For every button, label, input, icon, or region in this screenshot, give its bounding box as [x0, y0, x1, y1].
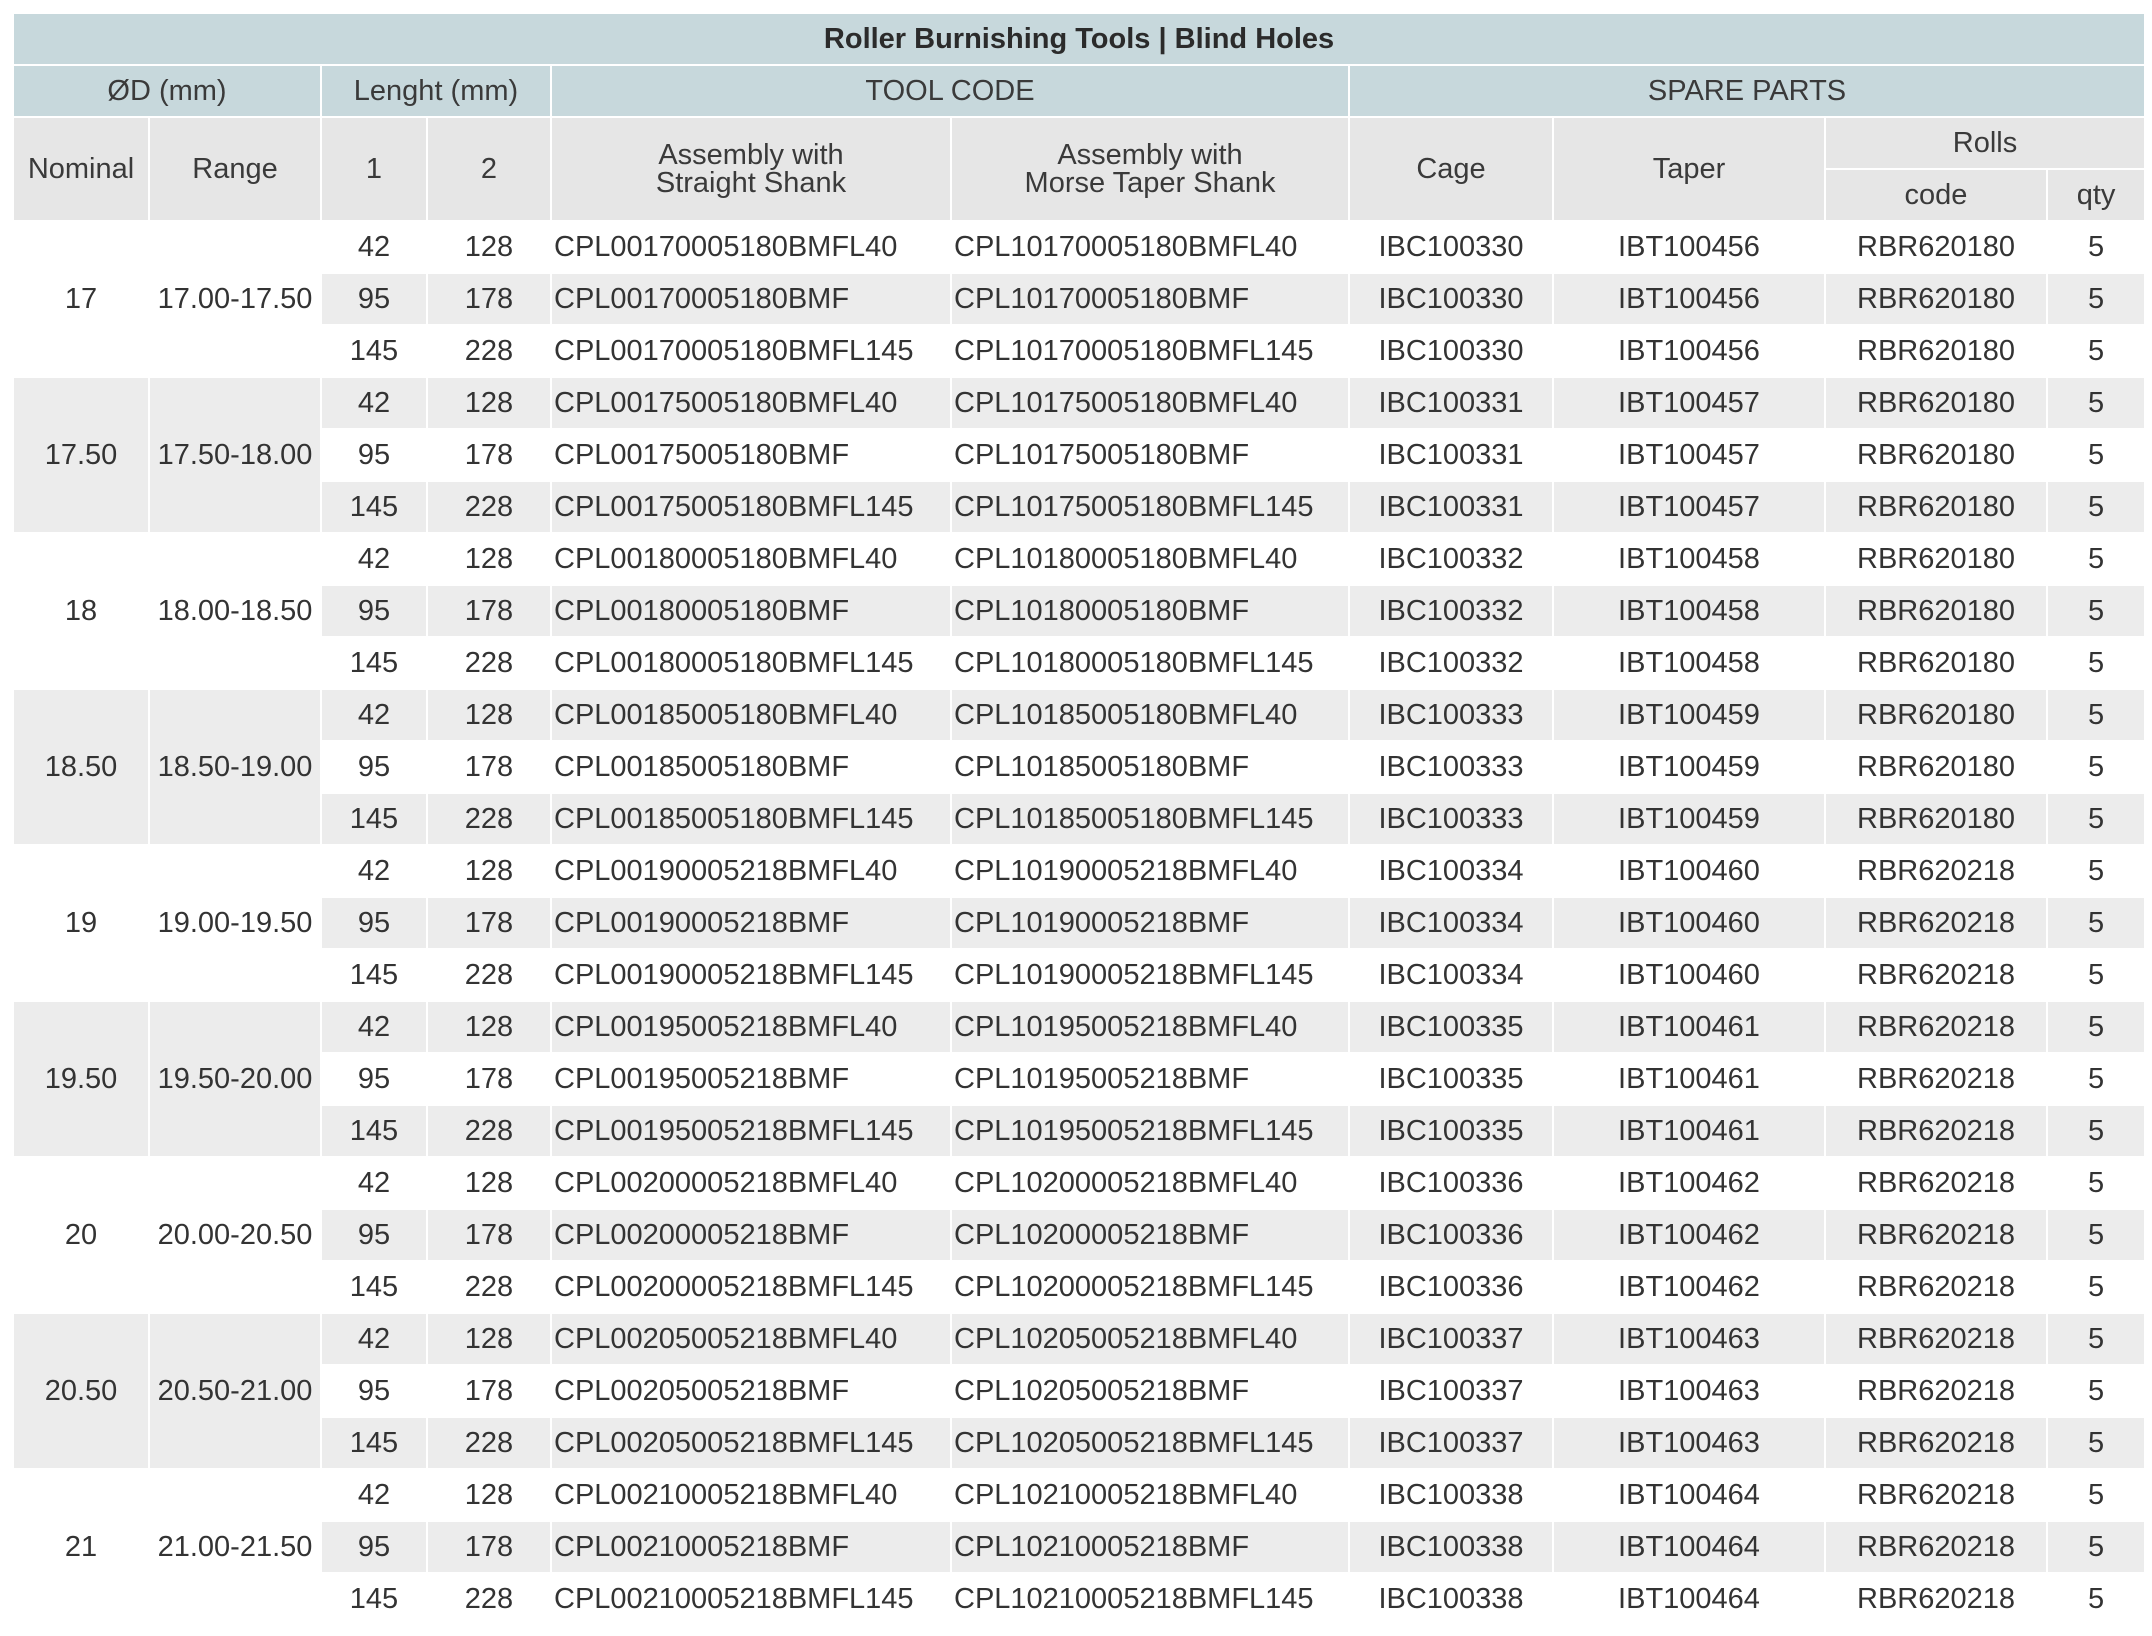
cage-code-cell: IBC100330 — [1350, 274, 1552, 324]
straight-shank-code-cell: CPL00195005218BMFL145 — [552, 1106, 950, 1156]
morse-taper-header — [952, 118, 1348, 220]
straight-shank-code-cell: CPL00210005218BMFL145 — [552, 1574, 950, 1624]
range-cell: 20.50-21.00 — [150, 1314, 320, 1468]
table-row — [14, 638, 2144, 688]
nominal-cell: 17 — [14, 222, 148, 376]
roll-qty-cell: 5 — [2048, 846, 2144, 896]
straight-shank-code-cell: CPL00175005180BMF — [552, 430, 950, 480]
roll-code-cell: RBR620218 — [1826, 1470, 2046, 1520]
length-1-cell: 42 — [322, 1470, 426, 1520]
length-2-cell: 228 — [428, 1418, 550, 1468]
range-cell: 20.00-20.50 — [150, 1158, 320, 1312]
straight-shank-code-cell: CPL00175005180BMFL145 — [552, 482, 950, 532]
range-cell: 17.50-18.00 — [150, 378, 320, 532]
table-row — [14, 1210, 2144, 1260]
roll-qty-cell: 5 — [2048, 222, 2144, 272]
length-1-cell: 145 — [322, 1262, 426, 1312]
straight-shank-code-cell: CPL00200005218BMF — [552, 1210, 950, 1260]
taper-code-cell: IBT100457 — [1554, 430, 1824, 480]
length-1-cell: 145 — [322, 794, 426, 844]
roll-qty-cell: 5 — [2048, 326, 2144, 376]
length-2-cell: 178 — [428, 1054, 550, 1104]
taper-code-cell: IBT100460 — [1554, 846, 1824, 896]
roll-code-cell: RBR620218 — [1826, 1366, 2046, 1416]
morse-taper-code-cell: CPL10180005180BMFL145 — [952, 638, 1348, 688]
length-1-cell: 42 — [322, 378, 426, 428]
roll-qty-cell: 5 — [2048, 742, 2144, 792]
roll-qty-cell: 5 — [2048, 1470, 2144, 1520]
length-1-cell: 42 — [322, 1158, 426, 1208]
morse-taper-code-cell: CPL10200005218BMF — [952, 1210, 1348, 1260]
length-1-cell: 145 — [322, 1106, 426, 1156]
roll-qty-cell: 5 — [2048, 794, 2144, 844]
length-2-cell: 228 — [428, 482, 550, 532]
length-1-cell: 95 — [322, 898, 426, 948]
length-2-cell: 128 — [428, 846, 550, 896]
roll-code-cell: RBR620218 — [1826, 1418, 2046, 1468]
length-1-cell: 145 — [322, 638, 426, 688]
roll-code-cell: RBR620218 — [1826, 1262, 2046, 1312]
roll-qty-cell: 5 — [2048, 1574, 2144, 1624]
straight-shank-code-cell: CPL00205005218BMFL145 — [552, 1418, 950, 1468]
table-row — [14, 1314, 2144, 1364]
taper-code-cell: IBT100456 — [1554, 222, 1824, 272]
nominal-header: Nominal — [14, 118, 148, 220]
table-row — [14, 690, 2144, 740]
morse-taper-code-cell: CPL10205005218BMFL145 — [952, 1418, 1348, 1468]
taper-code-cell: IBT100458 — [1554, 586, 1824, 636]
length-2-cell: 178 — [428, 274, 550, 324]
taper-code-cell: IBT100461 — [1554, 1002, 1824, 1052]
roll-qty-cell: 5 — [2048, 534, 2144, 584]
table-row — [14, 1418, 2144, 1468]
morse-taper-code-cell: CPL10185005180BMFL145 — [952, 794, 1348, 844]
length-2-cell: 128 — [428, 690, 550, 740]
taper-code-cell: IBT100460 — [1554, 950, 1824, 1000]
tool-code-header: TOOL CODE — [552, 66, 1348, 116]
burnishing-tools-table — [12, 12, 2146, 1626]
roll-code-cell: RBR620218 — [1826, 846, 2046, 896]
rolls-header: Rolls — [1826, 118, 2144, 168]
table-row — [14, 898, 2144, 948]
straight-shank-code-cell: CPL00205005218BMF — [552, 1366, 950, 1416]
length-1-cell: 95 — [322, 1210, 426, 1260]
taper-code-cell: IBT100464 — [1554, 1522, 1824, 1572]
length-2-cell: 178 — [428, 1522, 550, 1572]
length-2-header: 2 — [428, 118, 550, 220]
roll-code-cell: RBR620180 — [1826, 794, 2046, 844]
table-row — [14, 1002, 2144, 1052]
cage-code-cell: IBC100336 — [1350, 1210, 1552, 1260]
taper-code-cell: IBT100462 — [1554, 1158, 1824, 1208]
taper-header: Taper — [1554, 118, 1824, 220]
cage-code-cell: IBC100332 — [1350, 534, 1552, 584]
cage-code-cell: IBC100337 — [1350, 1418, 1552, 1468]
taper-code-cell: IBT100463 — [1554, 1314, 1824, 1364]
range-cell: 19.50-20.00 — [150, 1002, 320, 1156]
morse-taper-code-cell: CPL10180005180BMF — [952, 586, 1348, 636]
morse-taper-code-cell: CPL10170005180BMFL145 — [952, 326, 1348, 376]
table-row — [14, 1158, 2144, 1208]
straight-shank-code-cell: CPL00185005180BMF — [552, 742, 950, 792]
straight-shank-code-cell: CPL00195005218BMFL40 — [552, 1002, 950, 1052]
roll-code-cell: RBR620180 — [1826, 378, 2046, 428]
nominal-cell: 20.50 — [14, 1314, 148, 1468]
range-cell: 18.50-19.00 — [150, 690, 320, 844]
cage-code-cell: IBC100331 — [1350, 430, 1552, 480]
roll-qty-cell: 5 — [2048, 378, 2144, 428]
cage-code-cell: IBC100330 — [1350, 326, 1552, 376]
morse-taper-code-cell: CPL10185005180BMFL40 — [952, 690, 1348, 740]
table-row — [14, 1106, 2144, 1156]
table-row — [14, 482, 2144, 532]
cage-code-cell: IBC100331 — [1350, 378, 1552, 428]
roll-code-cell: RBR620218 — [1826, 1054, 2046, 1104]
table-row — [14, 378, 2144, 428]
table-body — [14, 222, 2144, 1624]
straight-shank-code-cell: CPL00180005180BMFL145 — [552, 638, 950, 688]
length-2-cell: 128 — [428, 222, 550, 272]
morse-taper-code-cell: CPL10200005218BMFL40 — [952, 1158, 1348, 1208]
cage-code-cell: IBC100330 — [1350, 222, 1552, 272]
roll-code-cell: RBR620218 — [1826, 1158, 2046, 1208]
roll-qty-cell: 5 — [2048, 586, 2144, 636]
table-row — [14, 1054, 2144, 1104]
taper-code-cell: IBT100461 — [1554, 1106, 1824, 1156]
taper-code-cell: IBT100456 — [1554, 274, 1824, 324]
roll-qty-cell: 5 — [2048, 690, 2144, 740]
rolls-qty-header: qty — [2048, 170, 2144, 220]
rolls-code-header: code — [1826, 170, 2046, 220]
length-1-cell: 95 — [322, 1366, 426, 1416]
morse-taper-code-cell: CPL10195005218BMF — [952, 1054, 1348, 1104]
table-row — [14, 1574, 2144, 1624]
cage-code-cell: IBC100338 — [1350, 1522, 1552, 1572]
burnishing-tools-sheet — [12, 12, 2140, 1624]
straight-shank-code-cell: CPL00190005218BMFL145 — [552, 950, 950, 1000]
cage-code-cell: IBC100338 — [1350, 1470, 1552, 1520]
length-1-cell: 95 — [322, 430, 426, 480]
roll-code-cell: RBR620218 — [1826, 1106, 2046, 1156]
length-1-cell: 145 — [322, 482, 426, 532]
straight-shank-code-cell: CPL00175005180BMFL40 — [552, 378, 950, 428]
cage-code-cell: IBC100337 — [1350, 1366, 1552, 1416]
roll-code-cell: RBR620180 — [1826, 534, 2046, 584]
table-row — [14, 534, 2144, 584]
straight-shank-header — [552, 118, 950, 220]
length-1-cell: 42 — [322, 222, 426, 272]
taper-code-cell: IBT100457 — [1554, 378, 1824, 428]
taper-code-cell: IBT100459 — [1554, 742, 1824, 792]
nominal-cell: 19.50 — [14, 1002, 148, 1156]
straight-shank-code-cell: CPL00200005218BMFL40 — [552, 1158, 950, 1208]
straight-shank-code-cell: CPL00190005218BMFL40 — [552, 846, 950, 896]
taper-code-cell: IBT100463 — [1554, 1366, 1824, 1416]
morse-taper-code-cell: CPL10210005218BMF — [952, 1522, 1348, 1572]
roll-code-cell: RBR620218 — [1826, 1522, 2046, 1572]
roll-code-cell: RBR620218 — [1826, 1574, 2046, 1624]
length-2-cell: 178 — [428, 430, 550, 480]
taper-code-cell: IBT100464 — [1554, 1574, 1824, 1624]
roll-code-cell: RBR620218 — [1826, 1210, 2046, 1260]
length-1-cell: 42 — [322, 846, 426, 896]
length-1-cell: 145 — [322, 1418, 426, 1468]
length-1-header: 1 — [322, 118, 426, 220]
morse-taper-code-cell: CPL10175005180BMFL40 — [952, 378, 1348, 428]
roll-code-cell: RBR620180 — [1826, 222, 2046, 272]
table-row — [14, 1470, 2144, 1520]
taper-code-cell: IBT100458 — [1554, 638, 1824, 688]
roll-qty-cell: 5 — [2048, 1002, 2144, 1052]
cage-code-cell: IBC100337 — [1350, 1314, 1552, 1364]
table-row — [14, 430, 2144, 480]
length-1-cell: 42 — [322, 534, 426, 584]
morse-taper-code-cell: CPL10190005218BMFL145 — [952, 950, 1348, 1000]
taper-code-cell: IBT100460 — [1554, 898, 1824, 948]
roll-qty-cell: 5 — [2048, 898, 2144, 948]
range-cell: 19.00-19.50 — [150, 846, 320, 1000]
taper-code-cell: IBT100463 — [1554, 1418, 1824, 1468]
length-1-cell: 145 — [322, 1574, 426, 1624]
roll-qty-cell: 5 — [2048, 1158, 2144, 1208]
nominal-cell: 21 — [14, 1470, 148, 1624]
length-header: Lenght (mm) — [322, 66, 550, 116]
table-row — [14, 222, 2144, 272]
table-row — [14, 1262, 2144, 1312]
length-1-cell: 42 — [322, 1002, 426, 1052]
diameter-header: ØD (mm) — [14, 66, 320, 116]
length-1-cell: 95 — [322, 586, 426, 636]
morse-taper-code-cell: CPL10190005218BMF — [952, 898, 1348, 948]
straight-shank-code-cell: CPL00210005218BMFL40 — [552, 1470, 950, 1520]
length-2-cell: 228 — [428, 638, 550, 688]
table-row — [14, 846, 2144, 896]
length-1-cell: 145 — [322, 950, 426, 1000]
table-row — [14, 326, 2144, 376]
length-1-cell: 95 — [322, 274, 426, 324]
straight-shank-code-cell: CPL00205005218BMFL40 — [552, 1314, 950, 1364]
range-cell: 21.00-21.50 — [150, 1470, 320, 1624]
length-2-cell: 178 — [428, 898, 550, 948]
roll-qty-cell: 5 — [2048, 638, 2144, 688]
cage-code-cell: IBC100335 — [1350, 1002, 1552, 1052]
taper-code-cell: IBT100461 — [1554, 1054, 1824, 1104]
straight-shank-code-cell: CPL00195005218BMF — [552, 1054, 950, 1104]
cage-code-cell: IBC100338 — [1350, 1574, 1552, 1624]
table-row — [14, 274, 2144, 324]
length-2-cell: 228 — [428, 1574, 550, 1624]
table-row — [14, 586, 2144, 636]
roll-qty-cell: 5 — [2048, 482, 2144, 532]
taper-code-cell: IBT100456 — [1554, 326, 1824, 376]
nominal-cell: 20 — [14, 1158, 148, 1312]
straight-shank-code-cell: CPL00190005218BMF — [552, 898, 950, 948]
taper-code-cell: IBT100464 — [1554, 1470, 1824, 1520]
roll-code-cell: RBR620180 — [1826, 638, 2046, 688]
taper-code-cell: IBT100458 — [1554, 534, 1824, 584]
morse-taper-code-cell: CPL10210005218BMFL40 — [952, 1470, 1348, 1520]
length-2-cell: 228 — [428, 794, 550, 844]
morse-taper-code-cell: CPL10185005180BMF — [952, 742, 1348, 792]
roll-code-cell: RBR620180 — [1826, 430, 2046, 480]
cage-code-cell: IBC100332 — [1350, 586, 1552, 636]
roll-code-cell: RBR620218 — [1826, 1314, 2046, 1364]
length-2-cell: 228 — [428, 950, 550, 1000]
length-1-cell: 145 — [322, 326, 426, 376]
morse-taper-code-cell: CPL10205005218BMF — [952, 1366, 1348, 1416]
length-1-cell: 95 — [322, 1054, 426, 1104]
cage-code-cell: IBC100332 — [1350, 638, 1552, 688]
roll-code-cell: RBR620180 — [1826, 690, 2046, 740]
length-2-cell: 178 — [428, 742, 550, 792]
roll-code-cell: RBR620218 — [1826, 898, 2046, 948]
range-header: Range — [150, 118, 320, 220]
length-1-cell: 42 — [322, 690, 426, 740]
morse-taper-code-cell: CPL10210005218BMFL145 — [952, 1574, 1348, 1624]
straight-shank-code-cell: CPL00170005180BMFL145 — [552, 326, 950, 376]
nominal-cell: 17.50 — [14, 378, 148, 532]
roll-code-cell: RBR620180 — [1826, 482, 2046, 532]
morse-taper-code-cell: CPL10200005218BMFL145 — [952, 1262, 1348, 1312]
morse-taper-code-cell: CPL10205005218BMFL40 — [952, 1314, 1348, 1364]
straight-shank-code-cell: CPL00180005180BMF — [552, 586, 950, 636]
range-cell: 18.00-18.50 — [150, 534, 320, 688]
cage-code-cell: IBC100336 — [1350, 1158, 1552, 1208]
roll-code-cell: RBR620180 — [1826, 742, 2046, 792]
length-2-cell: 178 — [428, 586, 550, 636]
roll-qty-cell: 5 — [2048, 1262, 2144, 1312]
cage-code-cell: IBC100334 — [1350, 950, 1552, 1000]
taper-code-cell: IBT100459 — [1554, 794, 1824, 844]
roll-qty-cell: 5 — [2048, 274, 2144, 324]
length-2-cell: 178 — [428, 1210, 550, 1260]
straight-shank-header-line2: Straight Shank — [655, 167, 847, 199]
length-2-cell: 128 — [428, 378, 550, 428]
length-2-cell: 228 — [428, 1106, 550, 1156]
table-row — [14, 794, 2144, 844]
straight-shank-code-cell: CPL00170005180BMF — [552, 274, 950, 324]
roll-qty-cell: 5 — [2048, 1054, 2144, 1104]
cage-header: Cage — [1350, 118, 1552, 220]
length-2-cell: 128 — [428, 1470, 550, 1520]
roll-qty-cell: 5 — [2048, 430, 2144, 480]
roll-qty-cell: 5 — [2048, 1522, 2144, 1572]
morse-taper-header-line1: Assembly with — [1057, 139, 1243, 171]
morse-taper-code-cell: CPL10170005180BMF — [952, 274, 1348, 324]
straight-shank-code-cell: CPL00180005180BMFL40 — [552, 534, 950, 584]
cage-code-cell: IBC100333 — [1350, 794, 1552, 844]
cage-code-cell: IBC100336 — [1350, 1262, 1552, 1312]
nominal-cell: 18 — [14, 534, 148, 688]
range-cell: 17.00-17.50 — [150, 222, 320, 376]
morse-taper-code-cell: CPL10170005180BMFL40 — [952, 222, 1348, 272]
straight-shank-header-line1: Assembly with — [658, 139, 844, 171]
roll-code-cell: RBR620180 — [1826, 586, 2046, 636]
taper-code-cell: IBT100462 — [1554, 1210, 1824, 1260]
table-row — [14, 1366, 2144, 1416]
roll-qty-cell: 5 — [2048, 1418, 2144, 1468]
roll-qty-cell: 5 — [2048, 1210, 2144, 1260]
table-row — [14, 950, 2144, 1000]
straight-shank-code-cell: CPL00210005218BMF — [552, 1522, 950, 1572]
roll-qty-cell: 5 — [2048, 1106, 2144, 1156]
morse-taper-code-cell: CPL10195005218BMFL40 — [952, 1002, 1348, 1052]
straight-shank-code-cell: CPL00185005180BMFL40 — [552, 690, 950, 740]
length-2-cell: 128 — [428, 534, 550, 584]
morse-taper-code-cell: CPL10175005180BMFL145 — [952, 482, 1348, 532]
table-title: Roller Burnishing Tools | Blind Holes — [14, 14, 2144, 64]
morse-taper-code-cell: CPL10180005180BMFL40 — [952, 534, 1348, 584]
morse-taper-header-line2: Morse Taper Shank — [1024, 167, 1276, 199]
roll-code-cell: RBR620180 — [1826, 326, 2046, 376]
length-2-cell: 178 — [428, 1366, 550, 1416]
length-2-cell: 128 — [428, 1314, 550, 1364]
roll-code-cell: RBR620218 — [1826, 1002, 2046, 1052]
spare-parts-header: SPARE PARTS — [1350, 66, 2144, 116]
length-1-cell: 95 — [322, 742, 426, 792]
morse-taper-code-cell: CPL10190005218BMFL40 — [952, 846, 1348, 896]
taper-code-cell: IBT100462 — [1554, 1262, 1824, 1312]
roll-qty-cell: 5 — [2048, 950, 2144, 1000]
roll-code-cell: RBR620180 — [1826, 274, 2046, 324]
nominal-cell: 19 — [14, 846, 148, 1000]
cage-code-cell: IBC100331 — [1350, 482, 1552, 532]
straight-shank-code-cell: CPL00185005180BMFL145 — [552, 794, 950, 844]
table-row — [14, 742, 2144, 792]
length-2-cell: 128 — [428, 1002, 550, 1052]
straight-shank-code-cell: CPL00200005218BMFL145 — [552, 1262, 950, 1312]
nominal-cell: 18.50 — [14, 690, 148, 844]
cage-code-cell: IBC100333 — [1350, 742, 1552, 792]
taper-code-cell: IBT100457 — [1554, 482, 1824, 532]
taper-code-cell: IBT100459 — [1554, 690, 1824, 740]
cage-code-cell: IBC100333 — [1350, 690, 1552, 740]
straight-shank-code-cell: CPL00170005180BMFL40 — [552, 222, 950, 272]
roll-qty-cell: 5 — [2048, 1314, 2144, 1364]
morse-taper-code-cell: CPL10195005218BMFL145 — [952, 1106, 1348, 1156]
cage-code-cell: IBC100334 — [1350, 846, 1552, 896]
roll-code-cell: RBR620218 — [1826, 950, 2046, 1000]
cage-code-cell: IBC100335 — [1350, 1106, 1552, 1156]
length-2-cell: 128 — [428, 1158, 550, 1208]
cage-code-cell: IBC100334 — [1350, 898, 1552, 948]
length-1-cell: 95 — [322, 1522, 426, 1572]
morse-taper-code-cell: CPL10175005180BMF — [952, 430, 1348, 480]
length-2-cell: 228 — [428, 1262, 550, 1312]
table-row — [14, 1522, 2144, 1572]
roll-qty-cell: 5 — [2048, 1366, 2144, 1416]
cage-code-cell: IBC100335 — [1350, 1054, 1552, 1104]
length-2-cell: 228 — [428, 326, 550, 376]
length-1-cell: 42 — [322, 1314, 426, 1364]
